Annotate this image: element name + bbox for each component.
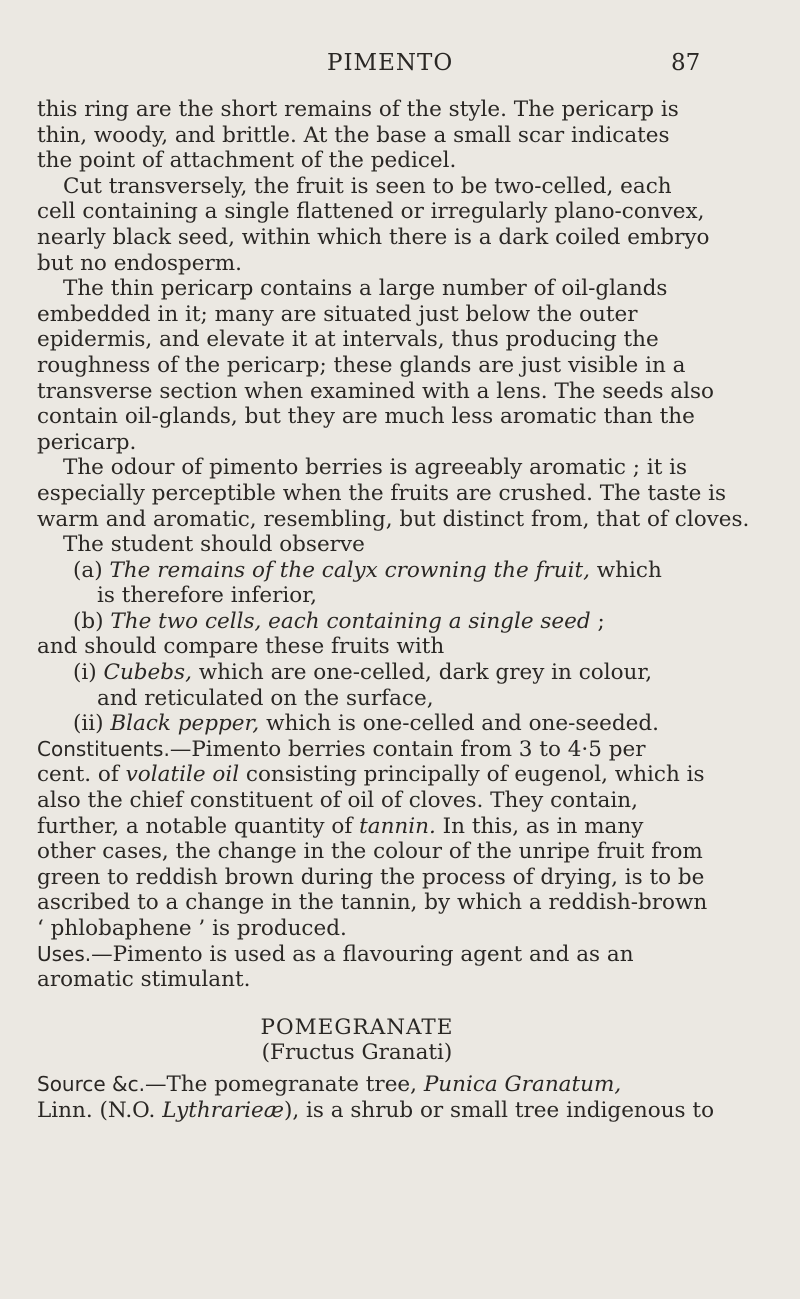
- text-line: especially perceptible when the fruits are crushed. The taste is: [37, 480, 727, 506]
- item-label: (ii): [73, 711, 104, 737]
- text-line: The odour of pimento berries is agreeably aromatic ; it is: [63, 455, 688, 481]
- section-heading: Source &c.: [37, 1071, 145, 1096]
- italic-text: tannin.: [359, 813, 436, 839]
- uses-section: [37, 942, 717, 993]
- italic-text: Cubebs,: [103, 660, 192, 686]
- item-label: (i): [73, 660, 97, 686]
- text-line: green to reddish brown during the process of drying, is to be: [37, 864, 705, 890]
- constituents-first-line: [37, 737, 717, 763]
- text-line: epidermis, and elevate it at intervals, thus producing the: [37, 327, 659, 353]
- italic-text: Punica Granatum,: [423, 1071, 622, 1097]
- page-body: [37, 97, 750, 1123]
- text-line: [37, 1098, 717, 1124]
- text-span: —Pimento berries contain from 3 to 4·5 per: [169, 736, 646, 762]
- text-span: further, a notable quantity of: [37, 813, 360, 839]
- text-line: The thin pericarp contains a large number of oil-glands: [63, 276, 668, 302]
- text-line: nearly black seed, within which there is a dark coiled embryo: [37, 224, 710, 250]
- text-line: transverse section when examined with a lens. The seeds also: [37, 378, 714, 404]
- pomegranate-section: [37, 1015, 717, 1123]
- page-number: 87: [671, 50, 701, 76]
- text-line: and reticulated on the surface,: [97, 685, 434, 711]
- text-span: —Pimento is used as a flavouring agent and as an: [91, 941, 634, 967]
- text-line: [37, 762, 717, 788]
- text-span: —The pomegranate tree,: [145, 1071, 424, 1097]
- text-line: is therefore inferior,: [97, 583, 317, 609]
- section-heading: Constituents.: [37, 736, 170, 761]
- text-span: which are one-celled, dark grey in colour,: [191, 660, 653, 686]
- text-line: pericarp.: [37, 429, 137, 455]
- running-title: PIMENTO: [327, 50, 454, 76]
- text-line: aromatic stimulant.: [37, 967, 251, 993]
- text-line: Cut transversely, the fruit is seen to be two-celled, each: [63, 173, 672, 199]
- italic-text: Lythrarieæ: [162, 1097, 284, 1123]
- text-span: consisting principally of eugenol, which is: [239, 762, 705, 788]
- text-line: this ring are the short remains of the style. The pericarp is: [37, 97, 679, 122]
- text-span: which is one-celled and one-seeded.: [259, 711, 659, 737]
- text-span: cent. of: [37, 762, 126, 788]
- text-span: ), is a shrub or small tree indigenous to: [283, 1097, 715, 1123]
- italic-text: Black pepper,: [110, 711, 260, 737]
- text-span: In this, as in many: [435, 813, 644, 839]
- observation-b: [37, 609, 717, 635]
- text-line: The student should observe: [63, 532, 365, 558]
- text-line: and should compare these fruits with: [37, 634, 445, 660]
- text-line: cell containing a single flattened or irregularly plano-convex,: [37, 199, 705, 225]
- text-span: which: [589, 557, 662, 583]
- italic-text: volatile oil: [125, 762, 240, 788]
- text-line: [37, 814, 717, 840]
- text-line: ‘ phlobaphene ’ is produced.: [37, 916, 347, 941]
- text-span: ;: [590, 608, 605, 634]
- section-heading: Uses.: [37, 941, 92, 966]
- text-line: but no endosperm.: [37, 250, 243, 276]
- pimento-description: [37, 97, 750, 737]
- comparison-i: [37, 660, 717, 686]
- text-line: other cases, the change in the colour of the unripe fruit from: [37, 839, 703, 865]
- page-header: [0, 50, 800, 80]
- text-line: ascribed to a change in the tannin, by which a reddish-brown: [37, 890, 708, 916]
- item-label: (a): [73, 557, 103, 583]
- item-label: (b): [73, 608, 104, 634]
- section-subtitle: (Fructus Granati): [261, 1040, 453, 1066]
- observation-a: [37, 558, 717, 584]
- text-line: contain oil-glands, but they are much less aromatic than the: [37, 404, 695, 430]
- text-line: also the chief constituent of oil of cloves. They contain,: [37, 788, 638, 814]
- text-line: warm and aromatic, resembling, but distinct from, that of cloves.: [37, 506, 750, 532]
- italic-text: The remains of the calyx crowning the fruit,: [109, 557, 590, 583]
- text-span: Linn. (N.O.: [37, 1097, 163, 1123]
- text-line: embedded in it; many are situated just below the outer: [37, 301, 638, 327]
- uses-first-line: [37, 942, 717, 968]
- text-line: the point of attachment of the pedicel.: [37, 148, 457, 174]
- source-first-line: [37, 1072, 717, 1098]
- text-line: thin, woody, and brittle. At the base a small scar indicates: [37, 122, 670, 148]
- text-line: roughness of the pericarp; these glands are just visible in a: [37, 352, 686, 378]
- italic-text: The two cells, each containing a single seed: [110, 608, 591, 634]
- comparison-ii: [37, 711, 717, 737]
- constituents-section: [37, 737, 717, 942]
- section-title: POMEGRANATE: [260, 1014, 454, 1040]
